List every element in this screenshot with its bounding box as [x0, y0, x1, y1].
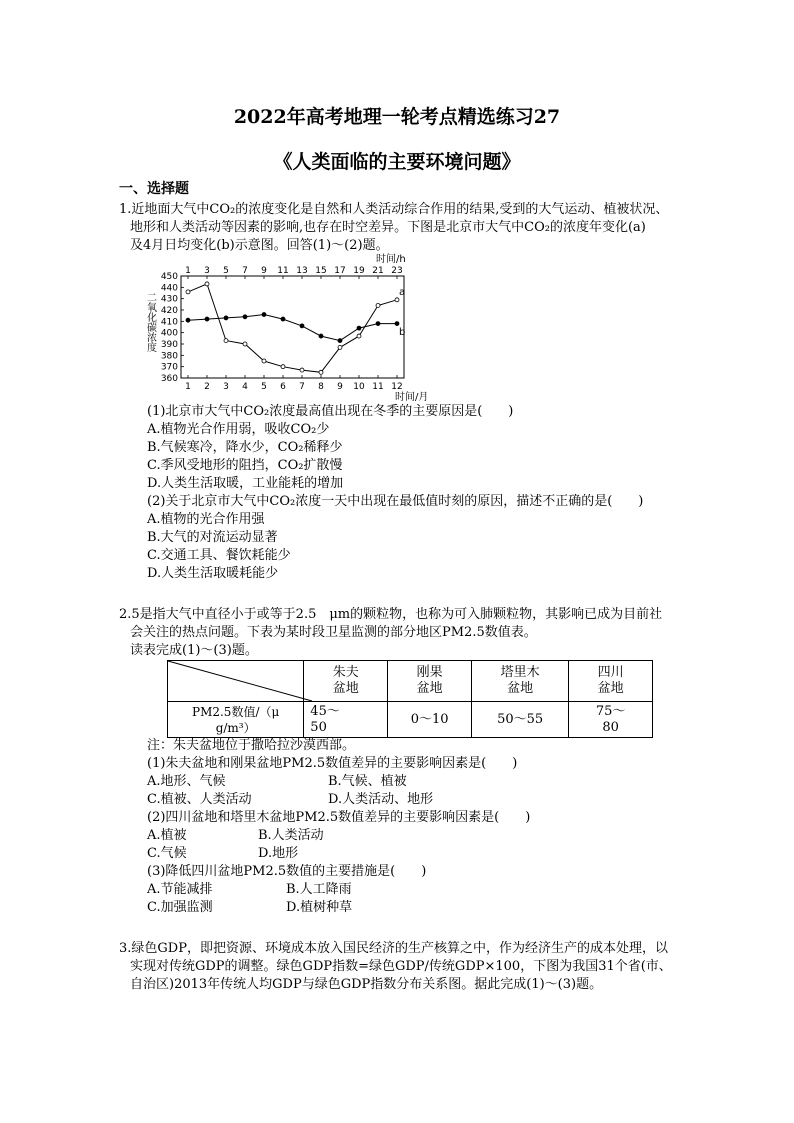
- q2-sub2-option-c[interactable]: C.气候: [147, 846, 187, 861]
- y-tick-label: 440: [160, 283, 178, 294]
- series-a-point: [281, 365, 285, 369]
- q2-sub1-option-c[interactable]: C.植被、人类活动: [147, 792, 252, 807]
- series-a-point: [376, 303, 380, 307]
- table-header-cell: 塔里木 盆地: [472, 661, 569, 702]
- page-subtitle: 《人类面临的主要环境问题》: [273, 151, 521, 173]
- q2-intro-line: 会关注的热点问题。下表为某时段卫星监测的部分地区PM2.5数值表。: [130, 625, 537, 640]
- series-b-point: [338, 339, 342, 343]
- diagonal-divider: [168, 661, 312, 701]
- q1-sub1-stem: (1)北京市大气中CO₂浓度最高值出现在冬季的主要原因是( ): [147, 404, 514, 419]
- y-tick-label: 410: [160, 317, 178, 328]
- series-a-point: [357, 334, 361, 338]
- series-a-point: [224, 339, 228, 343]
- top-tick-label: 1: [185, 266, 191, 276]
- y-tick-label: 400: [160, 328, 178, 339]
- q1-sub1-option-c[interactable]: C.季风受地形的阻挡，CO₂扩散慢: [147, 458, 343, 473]
- bottom-tick-label: 4: [242, 382, 248, 392]
- q2-sub3-stem: (3)降低四川盆地PM2.5数值的主要措施是( ): [147, 864, 427, 879]
- q1-sub1-option-d[interactable]: D.人类生活取暖，工业能耗的增加: [147, 476, 344, 491]
- series-a-point: [186, 290, 190, 294]
- table-header-row: [168, 661, 653, 702]
- q3-intro-line: 3.绿色GDP，即把资源、环境成本放入国民经济的生产核算之中，作为经济生产的成本处理，以: [119, 941, 668, 956]
- q3-intro-line: 自治区)2013年传统人均GDP与绿色GDP指数分布关系图。据此完成(1)～(3)题。: [130, 977, 603, 992]
- series-b-point: [357, 326, 361, 330]
- y-tick-label: 380: [160, 351, 178, 362]
- series-b-label: b: [399, 327, 406, 338]
- plot-frame: [181, 276, 404, 378]
- bottom-tick-label: 11: [372, 382, 384, 392]
- table-corner-cell: [168, 661, 304, 702]
- table-row: [168, 702, 653, 738]
- bottom-tick-label: 8: [318, 382, 324, 392]
- series-b-point: [395, 322, 399, 326]
- series-a-point: [205, 282, 209, 286]
- table-cell: 0～10: [388, 702, 472, 738]
- series-a-point: [243, 342, 247, 346]
- q2-sub1-option-a[interactable]: A.地形、气候: [147, 774, 226, 789]
- y-tick-label: 360: [160, 374, 178, 384]
- series-b-point: [243, 315, 247, 319]
- top-tick-label: 13: [296, 266, 308, 276]
- top-tick-label: 21: [372, 266, 384, 276]
- top-tick-label: 15: [315, 266, 327, 276]
- series-b-point: [205, 317, 209, 321]
- series-b-point: [262, 313, 266, 317]
- series-a-point: [262, 359, 266, 363]
- bottom-tick-label: 3: [223, 382, 229, 392]
- y-tick-label: 390: [160, 340, 178, 350]
- bottom-tick-label: 5: [261, 382, 267, 392]
- bottom-tick-label: 1: [185, 382, 191, 392]
- y-tick-label: 420: [160, 306, 178, 316]
- q1-sub1-option-a[interactable]: A.植物光合作用弱，吸收CO₂少: [147, 422, 330, 437]
- q2-intro-line: 2.5是指大气中直径小于或等于2.5 μm的颗粒物，也称为可入肺颗粒物，其影响已成为目前社: [119, 607, 663, 622]
- q3-intro-line: 实现对传统GDP的调整。绿色GDP指数=绿色GDP/传统GDP×100，下图为我国31个省(市、: [130, 959, 672, 974]
- q1-intro-line: 地形和人类活动等因素的影响,也存在时空差异。下图是北京市大气中CO₂的浓度年变化(a): [130, 220, 646, 235]
- q2-sub3-option-a[interactable]: A.节能减排: [147, 882, 213, 897]
- q1-sub2-option-d[interactable]: D.人类生活取暖耗能少: [147, 566, 279, 581]
- series-a-point: [338, 345, 342, 349]
- q2-sub1-option-b[interactable]: B.气候、植被: [328, 774, 407, 789]
- top-tick-label: 7: [242, 266, 248, 276]
- q2-sub3-option-b[interactable]: B.人工降雨: [286, 882, 352, 897]
- q2-sub2-option-d[interactable]: D.地形: [258, 846, 299, 861]
- bottom-tick-label: 10: [353, 382, 365, 392]
- q2-sub2-option-b[interactable]: B.人类活动: [258, 828, 324, 843]
- q2-sub2-option-a[interactable]: A.植被: [147, 828, 187, 843]
- top-tick-label: 11: [277, 266, 289, 276]
- series-b-line: [188, 315, 397, 341]
- top-tick-label: 23: [391, 266, 403, 276]
- section-heading: 一、选择题: [119, 181, 189, 197]
- series-b-point: [300, 324, 304, 328]
- top-tick-label: 17: [334, 266, 346, 276]
- y-tick-label: 430: [160, 294, 178, 305]
- y-tick-label: 450: [160, 272, 178, 282]
- table-cell: 50～55: [472, 702, 569, 738]
- q2-sub1-stem: (1)朱夫盆地和刚果盆地PM2.5数值差异的主要影响因素是( ): [147, 756, 518, 771]
- top-axis-label: 时间/h: [376, 254, 406, 265]
- series-a-line: [188, 284, 397, 372]
- series-a-point: [300, 368, 304, 372]
- top-tick-label: 19: [353, 266, 365, 276]
- top-tick-label: 5: [223, 266, 229, 276]
- table-header-cell: 四川 盆地: [569, 661, 653, 702]
- q1-sub2-option-a[interactable]: A.植物的光合作用强: [147, 512, 265, 527]
- q1-intro-line: 1.近地面大气中CO₂的浓度变化是自然和人类活动综合作用的结果,受到的大气运动、植被状况、: [119, 202, 669, 217]
- series-b-point: [281, 317, 285, 321]
- series-b-point: [224, 316, 228, 320]
- q1-sub2-option-b[interactable]: B.大气的对流运动显著: [147, 530, 278, 545]
- bottom-tick-label: 12: [391, 382, 403, 392]
- page-title: 2022年高考地理一轮考点精选练习27: [233, 106, 561, 128]
- y-axis-label: 二氧化碳浓度: [144, 292, 156, 352]
- bottom-tick-label: 7: [299, 382, 305, 392]
- q2-sub3-option-d[interactable]: D.植树种草: [286, 900, 353, 915]
- series-a-label: a: [399, 287, 406, 298]
- series-a-point: [319, 370, 323, 374]
- table-note: 注：朱夫盆地位于撒哈拉沙漠西部。: [147, 738, 356, 753]
- table-cell: 45～ 50: [304, 702, 388, 738]
- table-cell: 75～ 80: [569, 702, 653, 738]
- series-b-point: [186, 318, 190, 322]
- q1-intro-line: 及4月日均变化(b)示意图。回答(1)～(2)题。: [130, 238, 389, 253]
- top-tick-label: 3: [204, 266, 210, 276]
- q2-intro-line: 读表完成(1)～(3)题。: [130, 643, 258, 658]
- series-b-point: [376, 322, 380, 326]
- bottom-tick-label: 9: [337, 382, 343, 392]
- q2-sub3-option-c[interactable]: C.加强监测: [147, 900, 213, 915]
- bottom-tick-label: 2: [204, 382, 210, 392]
- q1-sub1-option-b[interactable]: B.气候寒冷，降水少，CO₂稀释少: [147, 440, 343, 455]
- q1-sub2-option-c[interactable]: C.交通工具、餐饮耗能少: [147, 548, 291, 563]
- pm25-table: [167, 660, 653, 738]
- y-tick-label: 370: [160, 362, 178, 373]
- table-header-cell: 朱夫 盆地: [304, 661, 388, 702]
- bottom-axis-label: 时间/月: [395, 392, 429, 403]
- q1-sub2-stem: (2)关于北京市大气中CO₂浓度一天中出现在最低值时刻的原因，描述不正确的是( ): [147, 494, 644, 509]
- top-tick-label: 9: [261, 266, 267, 276]
- table-row-label: PM2.5数值/（μ g/m³）: [168, 702, 304, 738]
- series-a-point: [395, 298, 399, 302]
- table-header-cell: 刚果 盆地: [388, 661, 472, 702]
- q2-sub2-stem: (2)四川盆地和塔里木盆地PM2.5数值差异的主要影响因素是( ): [147, 810, 531, 825]
- bottom-tick-label: 6: [280, 382, 286, 392]
- series-b-point: [319, 334, 323, 338]
- co2-concentration-chart: [140, 252, 429, 404]
- q2-sub1-option-d[interactable]: D.人类活动、地形: [328, 792, 434, 807]
